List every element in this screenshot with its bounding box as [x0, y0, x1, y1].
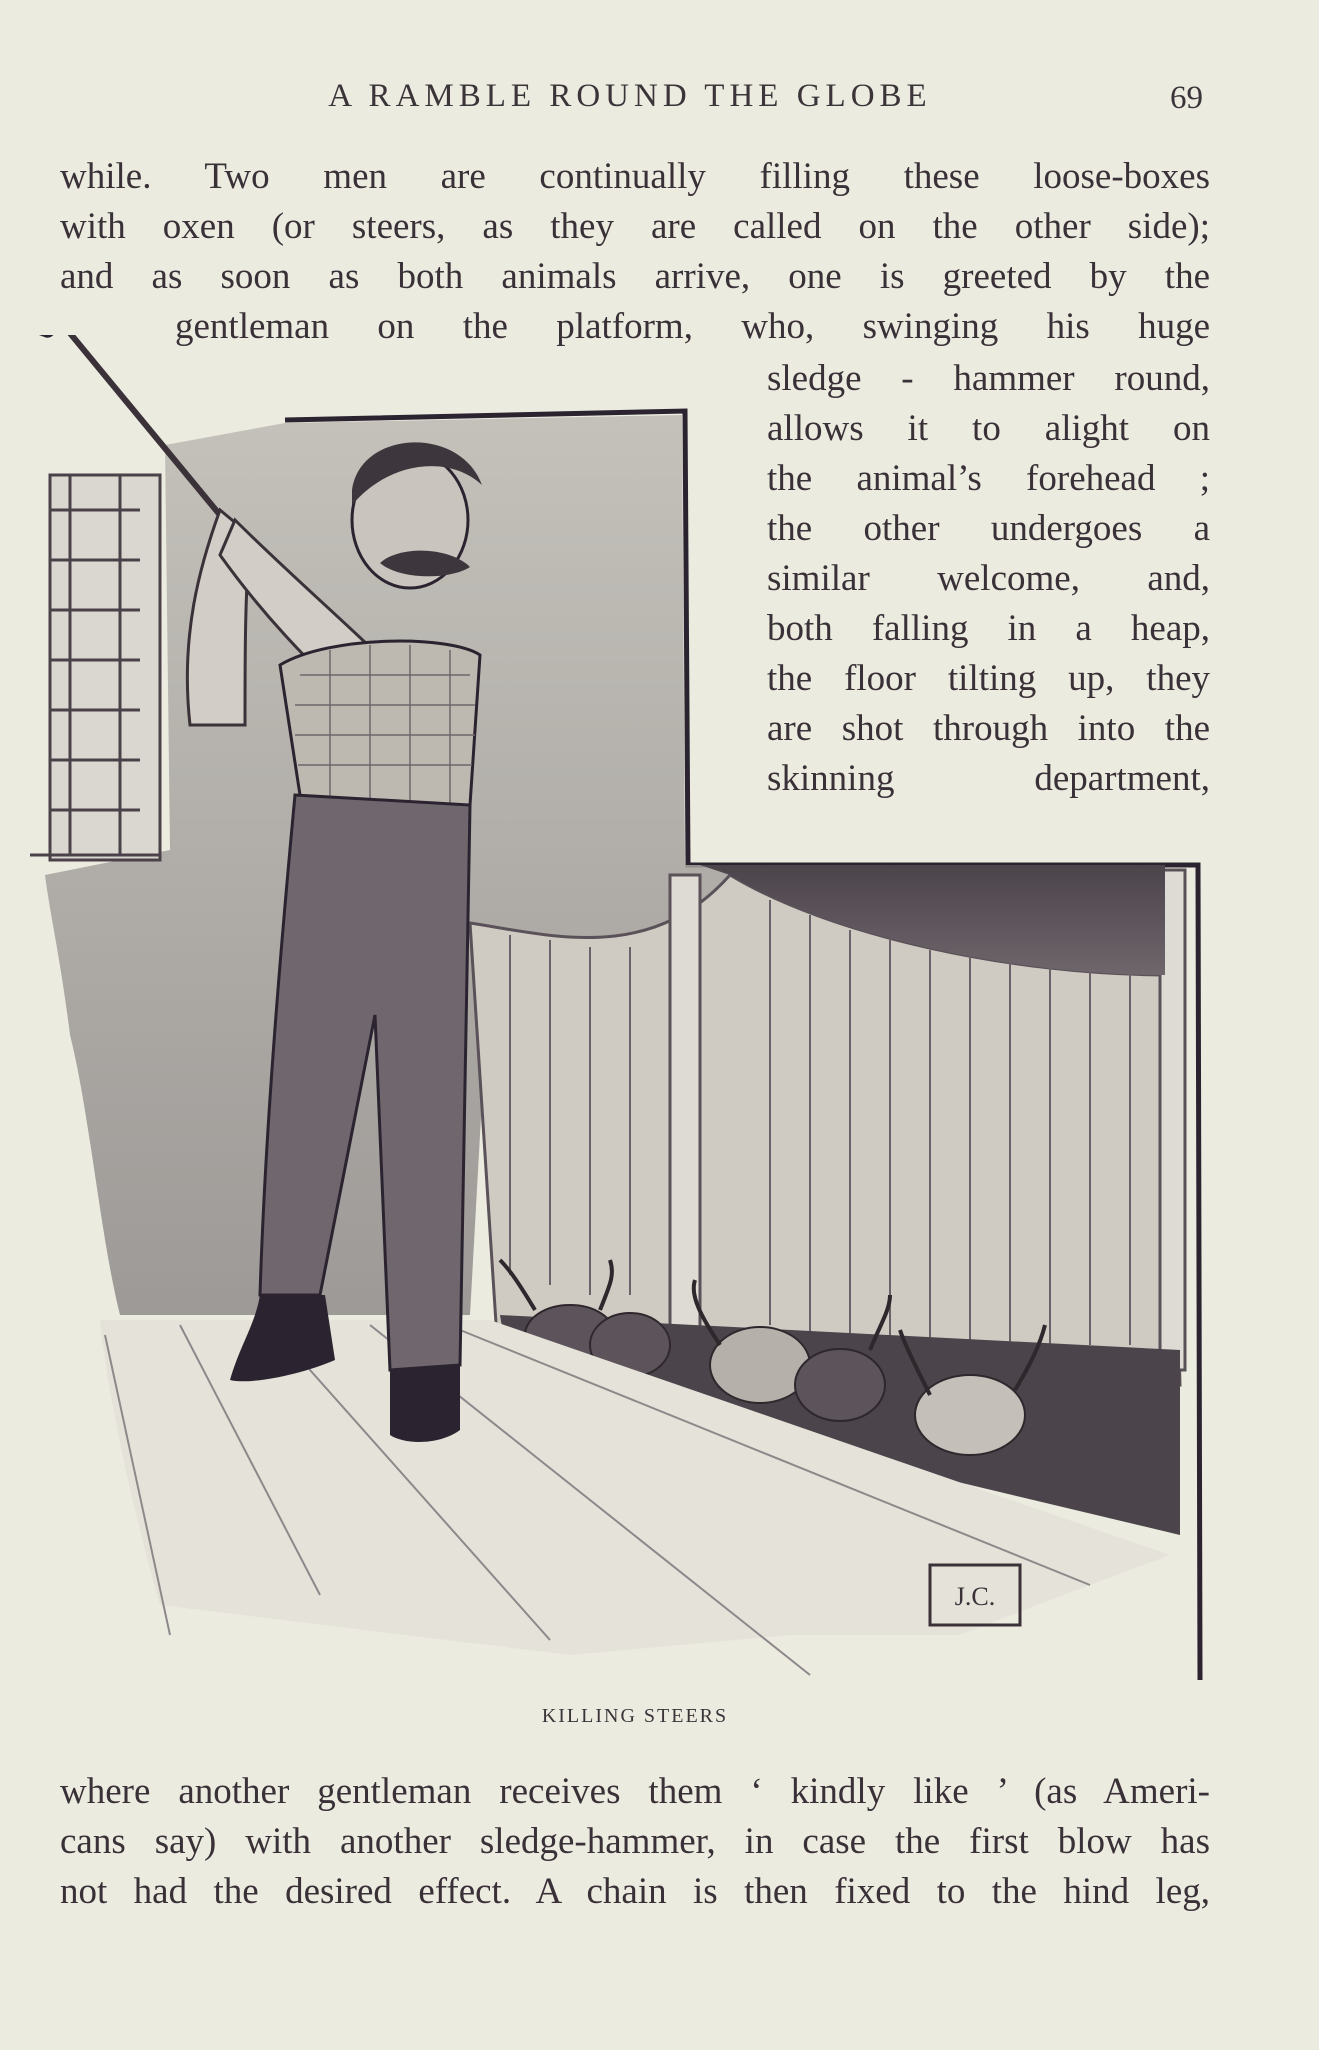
- text-line: are shot through into the: [767, 708, 1210, 749]
- text-line: sledge - hammer round,: [767, 358, 1210, 399]
- illustration-caption: KILLING STEERS: [541, 1705, 729, 1727]
- text-line: the animal’s forehead ;: [767, 458, 1210, 499]
- running-title: A RAMBLE ROUND THE GLOBE: [328, 78, 932, 114]
- text-line: while. Two men are continually filling these loose-boxes: [60, 156, 1210, 197]
- text-line: both falling in a heap,: [767, 608, 1210, 649]
- window-ladder: [30, 475, 160, 860]
- text-line: allows it to alight on: [767, 408, 1210, 449]
- text-line: the other undergoes a: [767, 508, 1210, 549]
- text-line: the floor tilting up, they: [767, 658, 1210, 699]
- text-line: and as soon as both animals arrive, one is greeted by the: [60, 256, 1210, 297]
- text-line: where another gentleman receives them ‘ kindly like ’ (as Ameri-: [60, 1771, 1210, 1812]
- text-line: similar welcome, and,: [767, 558, 1210, 599]
- page-number: 69: [1170, 80, 1203, 116]
- text-line: gentleman on the platform, who, swinging his huge: [175, 306, 1210, 347]
- text-line: with oxen (or steers, as they are called on the other side);: [60, 206, 1210, 247]
- artist-monogram: J.C.: [954, 1582, 996, 1611]
- text-line: not had the desired effect. A chain is then fixed to the hind leg,: [60, 1871, 1210, 1912]
- text-line: skinning department,: [767, 758, 1210, 799]
- text-line: cans say) with another sledge-hammer, in case the first blow has: [60, 1821, 1210, 1862]
